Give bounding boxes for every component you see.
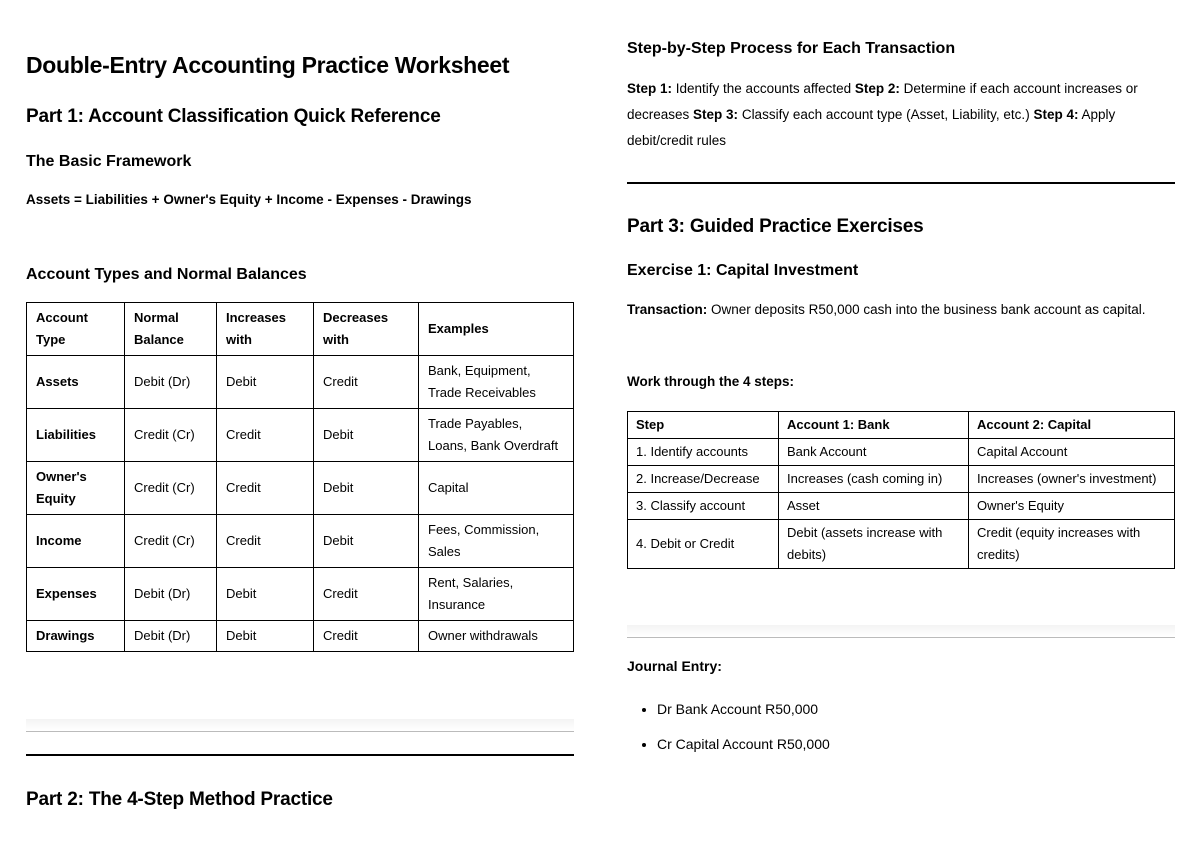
account-types-table-wrap [26, 302, 574, 652]
table-cell: 4. Debit or Credit [628, 520, 779, 569]
table-cell: Expenses [27, 568, 125, 621]
table-cell: Owner's Equity [27, 462, 125, 515]
table-cell: Asset [779, 493, 969, 520]
table-cell: Credit [217, 409, 314, 462]
table-row [628, 439, 1175, 466]
step-text: Identify the accounts affected [672, 81, 855, 96]
table-cell: 2. Increase/Decrease [628, 466, 779, 493]
column-header: Account 2: Capital [969, 412, 1175, 439]
journal-entry-list [627, 692, 830, 762]
step-label: Step 2: [854, 81, 900, 96]
column-header: Examples [419, 303, 574, 356]
table-row [27, 409, 574, 462]
account-types-heading: Account Types and Normal Balances [26, 266, 307, 283]
table-row [27, 356, 574, 409]
table-cell: Liabilities [27, 409, 125, 462]
table-cell: Capital Account [969, 439, 1175, 466]
work-through-label: Work through the 4 steps: [627, 374, 795, 389]
left-column [26, 0, 574, 847]
list-item: • Dr Bank Account R50,000 [657, 692, 830, 727]
transaction-description [627, 297, 1157, 323]
column-header: Step [628, 412, 779, 439]
column-header: Increases with [217, 303, 314, 356]
table-row [628, 466, 1175, 493]
step-label: Step 1: [627, 81, 673, 96]
table-cell: Credit [217, 515, 314, 568]
table-cell: Capital [419, 462, 574, 515]
column-header: Account Type [27, 303, 125, 356]
part2-heading: Part 2: The 4-Step Method Practice [26, 789, 333, 810]
list-item: • Cr Capital Account R50,000 [657, 727, 830, 762]
table-cell: Debit [217, 568, 314, 621]
table-cell: Debit [314, 409, 419, 462]
table-cell: Income [27, 515, 125, 568]
account-types-table [26, 302, 574, 652]
table-cell: Credit (Cr) [125, 409, 217, 462]
transaction-label: Transaction: [627, 302, 708, 317]
journal-entry-heading: Journal Entry: [627, 658, 722, 674]
table-row [628, 493, 1175, 520]
table-scroll-shadow [26, 719, 574, 732]
right-column [627, 0, 1175, 847]
column-header: Account 1: Bank [779, 412, 969, 439]
column-header: Decreases with [314, 303, 419, 356]
part3-heading: Part 3: Guided Practice Exercises [627, 216, 924, 237]
table-row [27, 621, 574, 652]
step-text: Determine if each account increases or decreases [627, 81, 1138, 122]
table-cell: Debit (assets increase with debits) [779, 520, 969, 569]
table-header-row [628, 412, 1175, 439]
process-steps [627, 76, 1175, 154]
table-cell: Assets [27, 356, 125, 409]
table-cell: Debit [314, 515, 419, 568]
table-cell: Trade Payables, Loans, Bank Overdraft [419, 409, 574, 462]
page-title: Double-Entry Accounting Practice Worksheet [26, 52, 510, 78]
table-cell: Fees, Commission, Sales [419, 515, 574, 568]
table-cell: Debit [314, 462, 419, 515]
table-cell: Credit (Cr) [125, 462, 217, 515]
step-label: Step 3: [693, 107, 739, 122]
table-row [27, 515, 574, 568]
exercise1-heading: Exercise 1: Capital Investment [627, 262, 859, 279]
steps-table-wrap [627, 411, 1175, 569]
table-cell: Credit [314, 621, 419, 652]
table-cell: Debit [217, 621, 314, 652]
table-cell: Credit [217, 462, 314, 515]
table-cell: Credit [314, 356, 419, 409]
steps-table [627, 411, 1175, 569]
table-cell: Debit (Dr) [125, 568, 217, 621]
transaction-text: Owner deposits R50,000 cash into the business bank account as capital. [707, 302, 1146, 317]
table-cell: Credit [314, 568, 419, 621]
table-cell: Increases (cash coming in) [779, 466, 969, 493]
section-divider [627, 182, 1175, 184]
column-header: Normal Balance [125, 303, 217, 356]
table-cell: Debit (Dr) [125, 621, 217, 652]
table-cell: Credit (Cr) [125, 515, 217, 568]
table-header-row [27, 303, 574, 356]
table-cell: Rent, Salaries, Insurance [419, 568, 574, 621]
step-text: Apply debit/credit rules [627, 107, 1116, 148]
table-cell: Increases (owner's investment) [969, 466, 1175, 493]
step-label: Step 4: [1033, 107, 1079, 122]
table-cell: Owner withdrawals [419, 621, 574, 652]
part1-heading: Part 1: Account Classification Quick Reference [26, 106, 441, 127]
table-cell: Credit (equity increases with credits) [969, 520, 1175, 569]
table-cell: Owner's Equity [969, 493, 1175, 520]
table-row [27, 568, 574, 621]
framework-heading: The Basic Framework [26, 153, 192, 170]
table-cell: 1. Identify accounts [628, 439, 779, 466]
table-cell: Debit [217, 356, 314, 409]
step-text: Classify each account type (Asset, Liability, etc.) [738, 107, 1034, 122]
section-divider [26, 754, 574, 756]
table-cell: Drawings [27, 621, 125, 652]
table-scroll-shadow [627, 625, 1175, 638]
table-cell: 3. Classify account [628, 493, 779, 520]
table-cell: Bank Account [779, 439, 969, 466]
process-heading: Step-by-Step Process for Each Transaction [627, 40, 956, 57]
table-cell: Bank, Equipment, Trade Receivables [419, 356, 574, 409]
table-row [27, 462, 574, 515]
table-cell: Debit (Dr) [125, 356, 217, 409]
accounting-equation: Assets = Liabilities + Owner's Equity + Income - Expenses - Drawings [26, 192, 472, 207]
table-row [628, 520, 1175, 569]
